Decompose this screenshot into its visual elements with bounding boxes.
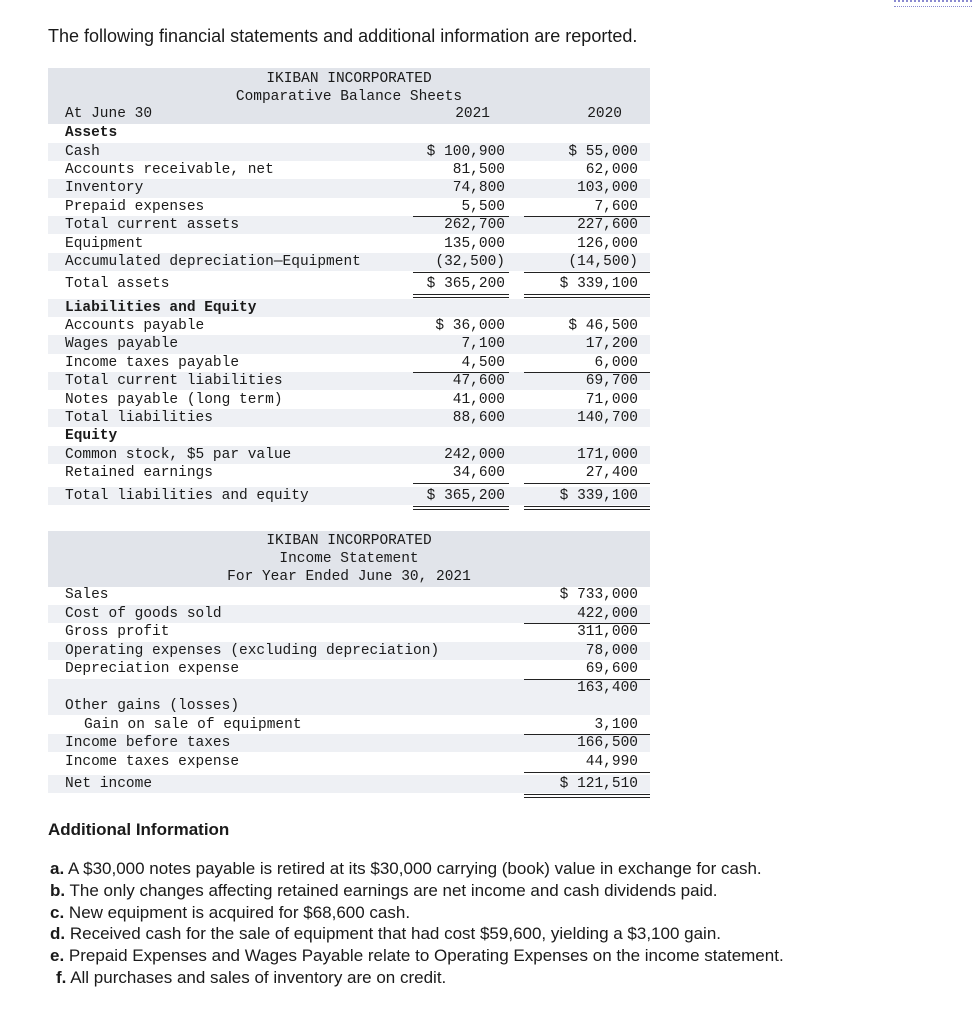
bs-row-total-liabilities-equity: Total liabilities and equity $ 365,200 $ 339,100 xyxy=(48,487,650,505)
bs-row-accounts-receivable: Accounts receivable, net 81,500 62,000 xyxy=(65,161,638,178)
bs-row-equity: Equity xyxy=(65,428,118,445)
is-double-rule xyxy=(524,794,650,798)
is-row-income-taxes: Income taxes expense 44,990 xyxy=(65,753,638,770)
additional-info-item: e. Prepaid Expenses and Wages Payable relate to Operating Expenses on the income statement. xyxy=(50,946,784,966)
is-row-other-gains-label: Other gains (losses) xyxy=(65,698,240,714)
is-rule-2 xyxy=(524,679,650,680)
bs-rule-6 xyxy=(524,372,650,373)
bs-rule-2 xyxy=(524,216,650,217)
bs-rule-4 xyxy=(524,272,650,273)
bs-row-total-current-assets: Total current assets 262,700 227,600 xyxy=(48,216,650,234)
is-row-gain-on-sale: Gain on sale of equipment 3,100 xyxy=(84,716,638,733)
bs-double-rule-1 xyxy=(413,294,509,298)
period-label: At June 30 xyxy=(65,106,153,122)
bs-rule-8 xyxy=(524,483,650,484)
balance-sheet-column-headers xyxy=(48,105,650,123)
is-row-sales: Sales $ 733,000 xyxy=(65,587,638,603)
is-row-depreciation: Depreciation expense 69,600 xyxy=(65,661,638,677)
bs-double-rule-3 xyxy=(413,506,509,510)
balance-sheet-company: IKIBAN INCORPORATED xyxy=(266,71,432,87)
income-statement xyxy=(48,531,650,801)
bs-row-liabilities-equity: Liabilities and Equity xyxy=(48,299,650,317)
bs-rule-7 xyxy=(413,483,509,484)
year-2021-header: 2021 xyxy=(455,106,490,122)
balance-sheet-header xyxy=(48,68,650,124)
additional-info-item: f. All purchases and sales of inventory are on credit. xyxy=(56,967,447,987)
bs-rule-1 xyxy=(413,216,509,217)
is-rule-4 xyxy=(524,772,650,773)
income-statement-title: Income Statement xyxy=(279,551,419,567)
income-statement-period: For Year Ended June 30, 2021 xyxy=(227,569,471,585)
bs-row-common-stock: Common stock, $5 par value 242,000 171,000 xyxy=(48,446,650,464)
bs-row-equipment: Equipment 135,000 126,000 xyxy=(65,235,638,252)
income-statement-company: IKIBAN INCORPORATED xyxy=(266,533,432,549)
bs-row-notes-payable: Notes payable (long term) 41,000 71,000 xyxy=(65,391,638,408)
bs-row-inventory: Inventory 74,800 103,000 xyxy=(48,179,650,197)
year-2020-header: 2020 xyxy=(587,106,622,122)
bs-row-income-taxes-payable: Income taxes payable 4,500 6,000 xyxy=(65,354,638,371)
additional-info-item: a. A $30,000 notes payable is retired at its $30,000 carrying (book) value in exchange for cash. xyxy=(50,859,762,878)
intro-text: The following financial statements and additional information are reported. xyxy=(48,26,638,46)
bs-row-assets: Assets xyxy=(65,125,118,141)
bs-row-total-liabilities: Total liabilities 88,600 140,700 xyxy=(48,409,650,427)
bs-row-wages-payable: Wages payable 7,100 17,200 xyxy=(48,335,650,353)
additional-info-list xyxy=(50,858,784,989)
additional-info-item: b. The only changes affecting retained earnings are net income and cash dividends paid. xyxy=(50,880,718,900)
income-statement-header xyxy=(48,531,650,587)
is-row-cogs: Cost of goods sold 422,000 xyxy=(48,605,650,623)
additional-info-item: c. New equipment is acquired for $68,600 cash. xyxy=(50,902,411,922)
is-rule-1 xyxy=(524,623,650,624)
is-row-net-income: Net income $ 121,510 xyxy=(48,775,650,793)
bs-rule-3 xyxy=(413,272,509,273)
is-row-operating-expenses: Operating expenses (excluding depreciation) 78,000 xyxy=(48,642,650,660)
is-row-income-before-taxes: Income before taxes 166,500 xyxy=(48,734,650,752)
bs-row-cash: Cash $ 100,900 $ 55,000 xyxy=(48,143,650,161)
bs-row-accumulated-depreciation: Accumulated depreciation—Equipment (32,500) (14,500) xyxy=(48,253,650,271)
additional-info-title: Additional Information xyxy=(48,820,230,839)
is-row-subtotal: 163,400 xyxy=(48,679,650,697)
bs-rule-5 xyxy=(413,372,509,373)
bs-row-accounts-payable: Accounts payable $ 36,000 $ 46,500 xyxy=(65,317,638,334)
corner-dotted-mark xyxy=(894,0,972,7)
bs-double-rule-4 xyxy=(524,506,650,510)
bs-row-prepaid-expenses: Prepaid expenses 5,500 7,600 xyxy=(65,198,638,215)
bs-row-total-assets: Total assets $ 365,200 $ 339,100 xyxy=(65,276,638,292)
additional-info-item: d. Received cash for the sale of equipment that had cost $59,600, yielding a $3,100 gain. xyxy=(50,924,722,944)
is-rule-3 xyxy=(524,734,650,735)
bs-double-rule-2 xyxy=(524,294,650,298)
balance-sheet xyxy=(48,68,650,514)
bs-row-retained-earnings: Retained earnings 34,600 27,400 xyxy=(65,465,638,482)
is-row-gross-profit: Gross profit 311,000 xyxy=(65,624,638,640)
bs-row-total-current-liabilities: Total current liabilities 47,600 69,700 xyxy=(48,372,650,390)
balance-sheet-title: Comparative Balance Sheets xyxy=(235,89,463,105)
